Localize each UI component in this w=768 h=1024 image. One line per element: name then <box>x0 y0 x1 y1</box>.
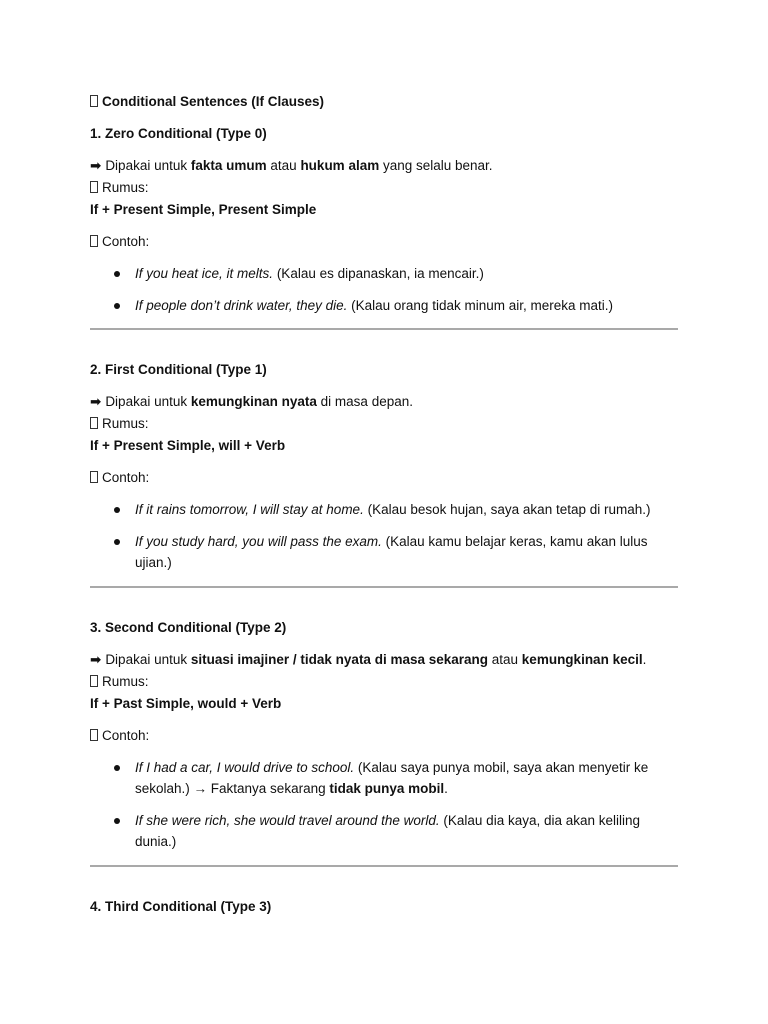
arrow-right-icon: ➡ <box>90 158 102 173</box>
formula: If + Past Simple, would + Verb <box>90 696 282 711</box>
bullet-icon <box>114 303 120 309</box>
bullet-icon <box>114 271 120 277</box>
bullet-icon <box>114 507 120 513</box>
formula: If + Present Simple, Present Simple <box>90 202 317 217</box>
usage-line: ➡ Dipakai untuk situasi imajiner / tidak nyata di masa sekarang atau kemungkinan kecil. <box>90 652 647 667</box>
formula-label: Rumus: <box>90 672 149 692</box>
usage-line: ➡ Dipakai untuk fakta umum atau hukum alam yang selalu benar. <box>90 158 493 173</box>
examples-label: Contoh: <box>90 232 149 252</box>
section-heading: 3. Second Conditional (Type 2) <box>90 620 287 635</box>
example-item: If it rains tomorrow, I will stay at home. (Kalau besok hujan, saya akan tetap di rumah.) <box>135 502 651 517</box>
document-title: Conditional Sentences (If Clauses) <box>90 92 324 112</box>
examples-label: Contoh: <box>90 468 149 488</box>
example-item: If you study hard, you will pass the exam. (Kalau kamu belajar keras, kamu akan lulus ujian.) <box>135 534 648 570</box>
divider <box>90 865 678 867</box>
example-item: If people don’t drink water, they die. (Kalau orang tidak minum air, mereka mati.) <box>135 298 613 313</box>
divider <box>90 586 678 588</box>
missing-glyph-icon <box>90 417 98 429</box>
example-item: If she were rich, she would travel around the world. (Kalau dia kaya, dia akan keliling dunia.) <box>135 813 641 849</box>
formula-label: Rumus: <box>90 178 149 198</box>
arrow-right-icon: ➡ <box>90 652 102 667</box>
formula: If + Present Simple, will + Verb <box>90 438 286 453</box>
section-heading: 2. First Conditional (Type 1) <box>90 362 267 377</box>
example-item: If you heat ice, it melts. (Kalau es dipanaskan, ia mencair.) <box>135 266 484 281</box>
missing-glyph-icon <box>90 471 98 483</box>
bullet-icon <box>114 539 120 545</box>
divider <box>90 328 678 330</box>
bullet-icon <box>114 765 120 771</box>
section-heading: 4. Third Conditional (Type 3) <box>90 899 272 914</box>
missing-glyph-icon <box>90 95 98 107</box>
examples-label: Contoh: <box>90 726 149 746</box>
example-item: If I had a car, I would drive to school. (Kalau saya punya mobil, saya akan menyetir ke sekolah.) → Faktanya sekarang tidak punya mobil. <box>135 760 649 796</box>
formula-label: Rumus: <box>90 414 149 434</box>
section-heading: 1. Zero Conditional (Type 0) <box>90 126 267 141</box>
missing-glyph-icon <box>90 675 98 687</box>
missing-glyph-icon <box>90 729 98 741</box>
missing-glyph-icon <box>90 181 98 193</box>
usage-line: ➡ Dipakai untuk kemungkinan nyata di masa depan. <box>90 394 413 409</box>
arrow-right-icon: ➡ <box>90 394 102 409</box>
missing-glyph-icon <box>90 235 98 247</box>
bullet-icon <box>114 818 120 824</box>
